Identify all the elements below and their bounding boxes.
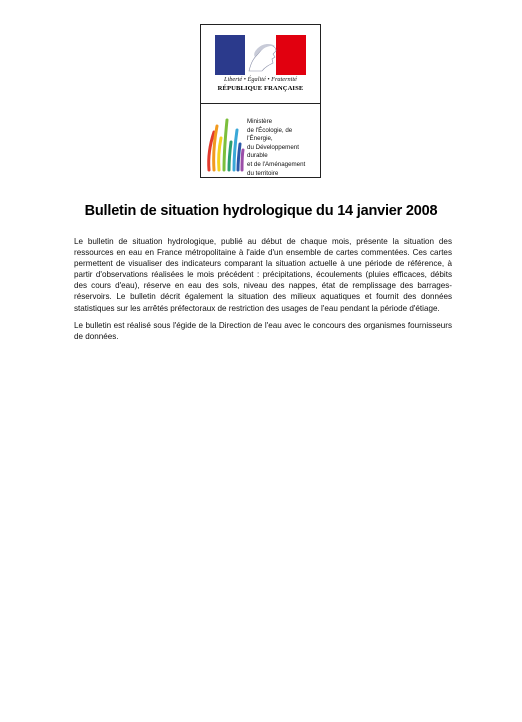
stroke-purple bbox=[242, 150, 243, 170]
ministry-logo bbox=[200, 24, 321, 178]
ministry-name bbox=[247, 118, 319, 178]
intro-paragraph: Le bulletin de situation hydrologique, publié au début de chaque mois, présente la situation des ressources en eau en France métropolitaine à l'aide d'un ensemble de cartes commentées. Ces cartes permettent de visualiser des indicateurs comparant la situation actuelle à une période de référence, à partir d'observations réalisées le mois précédent : précipitations, écoulements (pluies efficaces, débits des cours d'eau), réserve en eau des sols, niveau des nappes, état de remplissage des barrages-réservoirs. Le bulletin décrit également la situation des milieux aquatiques et fournit des données statistiques sur les arrêtés préfectoraux de restriction des usages de l'eau pendant la période d'étiage. bbox=[74, 237, 452, 313]
credits-paragraph: Le bulletin est réalisé sous l'égide de la Direction de l'eau avec le concours des organismes fournisseurs de données. bbox=[74, 321, 452, 342]
ministry-block bbox=[201, 104, 320, 177]
marianne-flag-icon bbox=[215, 35, 306, 75]
republique-francaise-logo bbox=[201, 25, 320, 104]
republic-motto: Liberté • Égalité • Fraternité bbox=[224, 76, 297, 83]
stroke-teal bbox=[229, 142, 231, 170]
stroke-yellow bbox=[219, 138, 221, 170]
republic-name: RÉPUBLIQUE FRANÇAISE bbox=[217, 85, 304, 92]
stroke-light-blue bbox=[234, 130, 237, 170]
page-title: Bulletin de situation hydrologique du 14 janvier 2008 bbox=[84, 203, 438, 219]
ministry-line-5: du territoire bbox=[247, 169, 279, 177]
flag-red-band bbox=[276, 35, 306, 75]
ministry-line-4: et de l'Aménagement bbox=[247, 160, 306, 168]
ministry-line-2: de l'Écologie, de l'Énergie, bbox=[247, 126, 293, 143]
stroke-blue bbox=[238, 144, 240, 170]
flag-blue-band bbox=[215, 35, 245, 75]
stroke-green bbox=[224, 120, 227, 170]
ministry-line-1: Ministère bbox=[247, 118, 273, 125]
ministry-color-strokes-icon bbox=[205, 114, 245, 172]
ministry-line-3: du Développement durable bbox=[247, 143, 299, 160]
